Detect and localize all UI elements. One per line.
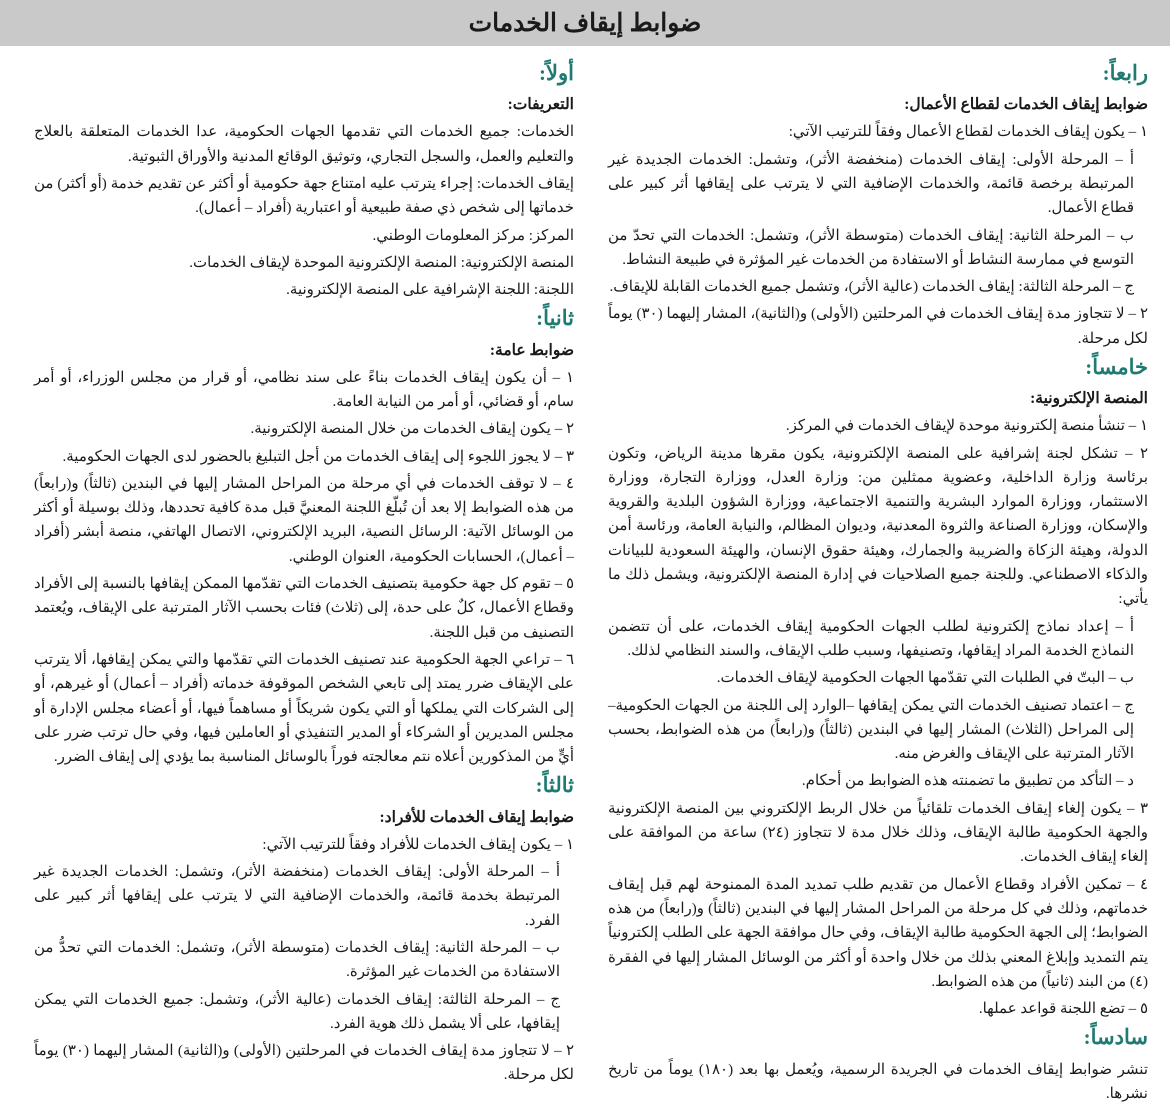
paragraph: ٥ – تضع اللجنة قواعد عملها. <box>978 1001 1148 1018</box>
paragraph: اللجنة: اللجنة الإشرافية على المنصة الإلكترونية. <box>286 282 574 299</box>
paragraph: ب – المرحلة الثانية: إيقاف الخدمات (متوسطة الأثر)، وتشمل: الخدمات التي تحدّ من التوسع في ممارسة النشاط أو الاستفادة من الخدمات غير المؤثرة في طبيعة النشاط. <box>608 227 1134 268</box>
section-rabian <box>608 60 1148 351</box>
paragraph: أ – إعداد نماذج إلكترونية لطلب الجهات الحكومية إيقاف الخدمات، على أن تتضمن النماذج الخدمة المراد إيقافها، وتصنيفها، وسبب طلب الإيقاف، والسند النظامي لذلك. <box>608 618 1134 659</box>
paragraph: ٢ – لا تتجاوز مدة إيقاف الخدمات في المرحلتين (الأولى) و(الثانية)، المشار إليهما (٣٠) يوماً لكل مرحلة. <box>608 306 1148 347</box>
paragraph: أ – المرحلة الأولى: إيقاف الخدمات (منخفضة الأثر)، وتشمل: الخدمات الجديدة غير المرتبطة بخدمة قائمة، والخدمات الإضافية التي لا يترتب على إيقافها أثر كبير على الفرد. <box>34 864 560 929</box>
paragraph: ١ – يكون إيقاف الخدمات لقطاع الأعمال وفقاً للترتيب الآتي: <box>788 124 1148 141</box>
paragraph: ٦ – تراعي الجهة الحكومية عند تصنيف الخدمات التي تقدّمها والتي يمكن إيقافها، ألا يترتب على الإيقاف ضرر يمتد إلى تابعي الشخص الموقوفة خدماته (أفراد – أعمال) أو غيرهم، أو إلى الشركات التي يملكها أو التي يكون شريكاً أو مساهماً فيها، أو أعضاء مجلس الإدارة أو مجلس المديرين أو الشركاء أو المدير التنفيذي أو العاملين فيها، وفي حال ترتب ضرر على أيٍّ من المذكورين أعلاه نتم معالجته فوراً بالوسائل المناسبة بما يؤدي إلى إيقاف الضرر. <box>34 651 574 766</box>
paragraph: الخدمات: جميع الخدمات التي تقدمها الجهات الحكومية، عدا الخدمات المتعلقة بالعلاج والتعليم والعمل، والسجل التجاري، وتوثيق الوقائع المدنية والأوراق الثبوتية. <box>34 124 574 165</box>
paragraph: ج – اعتماد تصنيف الخدمات التي يمكن إيقافها –الوارد إلى اللجنة من الجهات الحكومية– إلى المراحل (الثلاث) المشار إليها في البندين (ثالثاً) و(رابعاً) من هذه الضوابط، بحسب الآثار المترتبة على الإيقاف والغرض منه. <box>608 697 1134 763</box>
paragraph: ٣ – لا يجوز اللجوء إلى إيقاف الخدمات من أجل التبليغ بالحضور لدى الجهات الحكومية. <box>62 448 574 465</box>
paragraph: إيقاف الخدمات: إجراء يترتب عليه امتناع جهة حكومية أو أكثر عن تقديم خدمة (أو أكثر) من خدماتها إلى شخص ذي صفة طبيعية أو اعتبارية (أفراد – أعمال). <box>34 175 574 217</box>
paragraph: ٢ – تشكل لجنة إشرافية على المنصة الإلكترونية، يكون مقرها مدينة الرياض، وتكون برئاسة وزارة الداخلية، وعضوية ممثلين من: وزارة العدل، ووزارة التجارة، ووزارة الاستثمار، ووزارة الموارد البشرية والتنمية الاجتماعية، ووزارة الشؤون البلدية والقروية والإسكان، ووزارة الصناعة والثروة المعدنية، وديوان المظالم، والنيابة العامة، ورئاسة أمن الدولة، وهيئة الزكاة والضريبة والجمارك، وهيئة حقوق الإنسان، والهيئة السعودية للبيانات والذكاء الاصطناعي. وللجنة جميع الصلاحيات في إدارة المنصة الإلكترونية، ويشمل ذلك ما يأتي: <box>608 445 1148 608</box>
paragraph: ٢ – يكون إيقاف الخدمات من خلال المنصة الإلكترونية. <box>250 421 574 438</box>
section-heading: ثانياً: <box>536 306 574 331</box>
paragraph: ب – البتّ في الطلبات التي تقدّمها الجهات الحكومية لإيقاف الخدمات. <box>716 670 1134 687</box>
paragraph: ١ – تنشأ منصة إلكترونية موحدة لإيقاف الخدمات في المركز. <box>785 418 1148 435</box>
section-subheading: التعريفات: <box>507 96 574 114</box>
document-title-bar <box>0 0 1170 46</box>
section-heading: رابعاً: <box>1102 61 1148 85</box>
paragraph: أ – المرحلة الأولى: إيقاف الخدمات (منخفضة الأثر)، وتشمل: الخدمات الجديدة غير المرتبطة برخصة قائمة، والخدمات الإضافية التي لا يترتب على إيقافها أثر كبير على قطاع الأعمال. <box>608 151 1134 217</box>
two-column-body <box>0 60 1170 1109</box>
paragraph: د – التأكد من تطبيق ما تضمنته هذه الضوابط من أحكام. <box>801 773 1134 790</box>
paragraph: تنشر ضوابط إيقاف الخدمات في الجريدة الرسمية، ويُعمل بها بعد (١٨٠) يوماً من تاريخ نشرها. <box>608 1061 1148 1103</box>
section-heading: ثالثاً: <box>535 773 574 798</box>
section-sadisan <box>608 1024 1148 1106</box>
paragraph: ١ – أن يكون إيقاف الخدمات بناءً على سند نظامي، أو قرار من مجلس الوزراء، أو أمر سام، أو قضائي، أو أمر من النيابة العامة. <box>34 369 574 410</box>
section-thalithan <box>34 772 574 1087</box>
paragraph: ٤ – تمكين الأفراد وقطاع الأعمال من تقديم طلب تمديد المدة الممنوحة لهم قبل إيقاف خدماتهم، وذلك في كل مرحلة من المراحل المشار إليها في البندين (ثالثاً) و(رابعاً) من هذه الضوابط؛ إلى الجهة الحكومية طالبة الإيقاف، وفي حال موافقة الجهة على الطلب إلكترونياً يتم التمديد وإبلاغ المعني بذلك من خلال واحدة أو أكثر من الوسائل المشار إليها في الفقرة (٤) من البند (ثانياً) من هذه الضوابط. <box>608 876 1148 990</box>
section-heading: سادساً: <box>1083 1025 1148 1050</box>
section-heading: أولاً: <box>539 61 574 85</box>
paragraph: ٥ – تقوم كل جهة حكومية بتصنيف الخدمات التي تقدّمها الممكن إيقافها بالنسبة إلى الأفراد وقطاع الأعمال، كلٌ على حدة، إلى (ثلاث) فئات بحسب الآثار المترتبة على الإيقاف، ويُعتمد التصنيف من قبل اللجنة. <box>34 576 574 641</box>
paragraph: ج – المرحلة الثالثة: إيقاف الخدمات (عالية الأثر)، وتشمل جميع الخدمات القابلة للإيقاف. <box>609 279 1134 296</box>
paragraph: المنصة الإلكترونية: المنصة الإلكترونية الموحدة لإيقاف الخدمات. <box>189 254 574 271</box>
section-awwalan <box>34 60 574 302</box>
section-subheading: ضوابط عامة: <box>489 341 574 359</box>
column-right <box>34 60 574 1091</box>
paragraph: ١ – يكون إيقاف الخدمات للأفراد وفقاً للترتيب الآتي: <box>262 836 574 853</box>
section-khamisan <box>608 354 1148 1021</box>
section-thanian <box>34 305 574 769</box>
document-title: ضوابط إيقاف الخدمات <box>468 10 702 37</box>
section-heading: خامساً: <box>1085 354 1148 379</box>
paragraph: المركز: مركز المعلومات الوطني. <box>372 227 574 244</box>
paragraph: ج – المرحلة الثالثة: إيقاف الخدمات (عالية الأثر)، وتشمل: جميع الخدمات التي يمكن إيقافها، على ألا يشمل ذلك هوية الفرد. <box>34 991 560 1032</box>
column-left <box>608 60 1148 1109</box>
paragraph: ٤ – لا توقف الخدمات في أي مرحلة من المراحل المشار إليها في البندين (ثالثاً) و(رابعاً) من هذه الضوابط إلا بعد أن تُبلّغ اللجنة المعنيَّ قبل مدة كافية تحددها، وذلك بوسيلة أو أكثر من الوسائل الآتية: الرسائل النصية، البريد الإلكتروني، الاتصال الهاتفي، منصة أبشر (أفراد – أعمال)، الحسابات الحكومية، العنوان الوطني. <box>34 475 574 565</box>
section-subheading: ضوابط إيقاف الخدمات لقطاع الأعمال: <box>904 96 1148 114</box>
paragraph: ٢ – لا تتجاوز مدة إيقاف الخدمات في المرحلتين (الأولى) و(الثانية) المشار إليهما (٣٠) يوماً لكل مرحلة. <box>34 1043 574 1084</box>
paragraph: ب – المرحلة الثانية: إيقاف الخدمات (متوسطة الأثر)، وتشمل: الخدمات التي تحدُّ من الاستفادة من الخدمات غير المؤثرة. <box>34 939 560 981</box>
section-subheading: ضوابط إيقاف الخدمات للأفراد: <box>379 808 574 826</box>
section-subheading: المنصة الإلكترونية: <box>1030 390 1148 408</box>
paragraph: ٣ – يكون إلغاء إيقاف الخدمات تلقائياً من خلال الربط الإلكتروني بين المنصة الإلكترونية والجهة الحكومية طالبة الإيقاف، وذلك خلال مدة لا تتجاوز (٢٤) ساعة من الموافقة على إلغاء إيقاف الخدمات. <box>608 800 1148 866</box>
